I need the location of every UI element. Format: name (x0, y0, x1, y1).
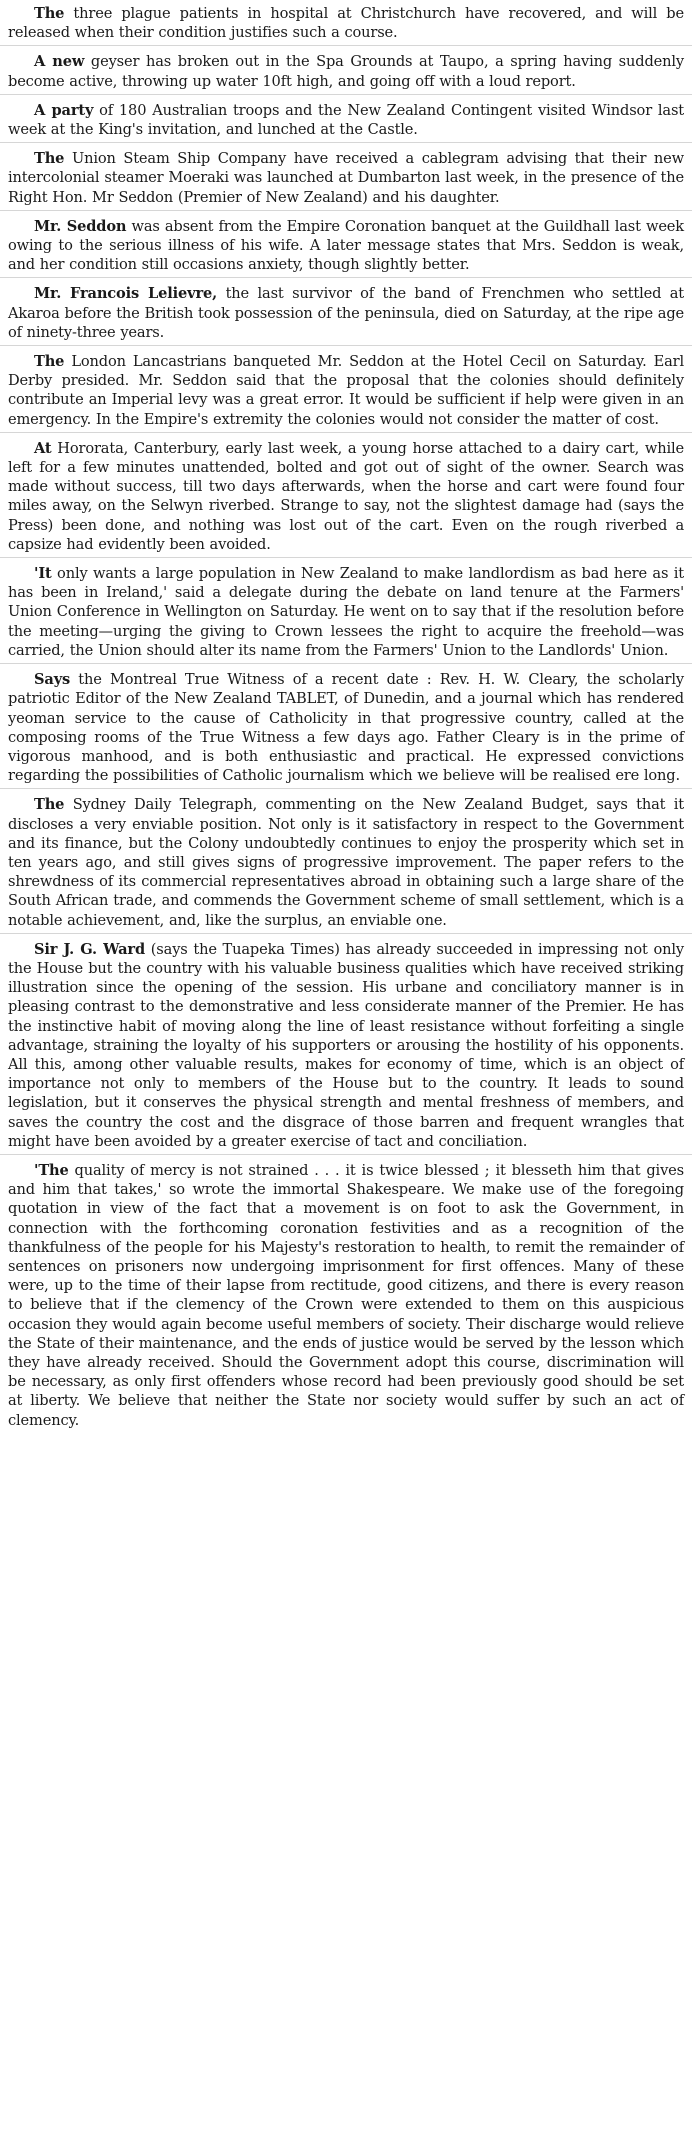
news-item-lelievre-death (8, 280, 684, 342)
lead-words: Sir J. G. Ward (34, 940, 146, 958)
paragraph-text: London Lancastrians banqueted Mr. Seddon at the Hotel Cecil on Saturday. Earl Derby presided. Mr. Seddon said that the proposal that the colonies should definitely contribute an Imperial levy was a great error. It would be sufficient if help were given in an emergency. In the Empire's extremity the colonies would not consider the matter of cost. (8, 353, 684, 428)
lead-words: 'It (34, 565, 52, 583)
news-item-quality-of-mercy (8, 1157, 684, 1430)
news-item-windsor-visit (8, 97, 684, 139)
lead-words: Says (34, 671, 71, 689)
lead-words: 'The (34, 1161, 69, 1179)
paragraph-text: geyser has broken out in the Spa Grounds at Taupo, a spring having suddenly become active, throwing up water 10ft high, and going off with a loud report. (8, 53, 684, 90)
lead-words: A party (34, 101, 94, 119)
lead-words: The (34, 353, 65, 371)
paragraph-text: quality of mercy is not strained . . . it is twice blessed ; it blesseth him that gives and him that takes,' so wrote the immortal Shakespeare. We make use of the foregoing quotation in view of the fact that a movement is on foot to ask the Government, in connection with the forthcoming coronation festivities and as a recognition of the thankfulness of the people for his Majesty's restoration to health, to remit the remainder of sentences on prisoners now undergoing imprisonment for first offences. Many of these were, up to the time of their lapse from rectitude, good citizens, and there is every reason to believe that if the clemency of the Crown were extended to them on this auspicious occasion they would again become useful members of society. Their discharge would relieve the State of their maintenance, and the ends of justice would be served by the lesson which they have already received. Should the Government adopt this course, discrimination will be necessary, as only first offenders whose record had been previously good should be set at liberty. We believe that neither the State nor society would suffer by such an act of clemency. (8, 1161, 684, 1429)
lead-words: A new (34, 53, 85, 71)
paragraph-text: was absent from the Empire Coronation banquet at the Guildhall last week owing to the serious illness of his wife. A later message states that Mrs. Seddon is weak, and her condition still occasions anxiety, though slightly better. (8, 217, 684, 274)
paragraph-text: Hororata, Canterbury, early last week, a young horse attached to a dairy cart, while left for a few minutes unattended, bolted and got out of sight of the owner. Search was made without success, till two days afterwards, when the horse and cart were found four miles away, on the Selwyn riverbed. Strange to say, not the slightest damage had (says the Press) been done, and nothing was lost out of the cart. Even on the rough riverbed a capsize had evidently been avoided. (8, 439, 684, 553)
news-item-hororata-horse (8, 435, 684, 554)
lead-words: The (34, 150, 65, 168)
paragraph-text: the Montreal True Witness of a recent date : Rev. H. W. Cleary, the scholarly patriotic Editor of the New Zealand TABLET, of Dunedin, and a journal which has rendered yeoman service to the cause of Catholicity in that progressive country, called at the composing rooms of the True Witness a few days ago. Father Cleary is in the prime of vigorous manhood, and is both enthusiastic and practical. He expressed convictions regarding the possibilities of Catholic journalism which we believe will be realised ere long. (8, 671, 684, 785)
paragraph-text: Union Steam Ship Company have received a cablegram advising that their new intercolonial steamer Moeraki was launched at Dumbarton last week, in the presence of the Right Hon. Mr Seddon (Premier of New Zealand) and his daughter. (8, 150, 684, 206)
news-item-plague-patients (8, 4, 684, 42)
lead-words: Mr. Seddon (34, 217, 127, 235)
paragraph-text: the last survivor of the band of Frenchmen who settled at Akaroa before the British took possession of the peninsula, died on Saturday, at the ripe age of ninety-three years. (8, 285, 684, 341)
lead-words: At (34, 439, 52, 457)
lead-words: The (34, 5, 65, 22)
lead-words: The (34, 796, 65, 814)
lead-words: Mr. Francois Lelievre, (34, 285, 218, 303)
paragraph-text: of 180 Australian troops and the New Zealand Contingent visited Windsor last week at the King's invitation, and lunched at the Castle. (8, 101, 685, 139)
news-item-moeraki-launch (8, 145, 684, 207)
paragraph-text: (says the Tuapeka Times) has already succeeded in impressing not only the House but the country with his valuable business qualities which have received striking illustration since the opening of the session. His urbane and conciliatory manner is in pleasing contrast to the demonstrative and less considerate manner of the Premier. He has the instinctive habit of moving along the line of least resistance without forfeiting a single advantage, straining the loyalty of his supporters or arousing the hostility of his opponents. All this, among other valuable results, makes for economy of time, which is an object of importance not only to members of the House but to the country. It leads to sound legislation, but it conserves the physical strength and mental freshness of members, and saves the country the cost and the disgrace of those barren and frequent wrangles that might have been avoided by a greater exercise of tact and conciliation. (8, 940, 684, 1150)
news-item-lancastrians-banquet (8, 348, 684, 429)
paragraph-text: only wants a large population in New Zealand to make landlordism as bad here as it has been in Ireland,' said a delegate during the debate on land tenure at the Farmers' Union Conference in Wellington on Saturday. He went on to say that if the resolution before the meeting—urging the giving to Crown lessees the right to acquire the freehold—was carried, the Union should alter its name from the Farmers' Union to the Landlords' Union. (8, 565, 684, 659)
news-item-ward-tuapeka (8, 936, 684, 1151)
paragraph-text: three plague patients in hospital at Christchurch have recovered, and will be released when their condition justifies such a course. (8, 5, 684, 42)
paragraph-text: Sydney Daily Telegraph, commenting on the New Zealand Budget, says that it discloses a very enviable position. Not only is it satisfactory in respect to the Government and its finance, but the Colony undoubtedly continues to enjoy the prosperity which set in ten years ago, and still gives signs of progressive improvement. The paper refers to the shrewdness of its commercial representatives abroad in obtaining such a large share of the South African trade, and commends the Government scheme of small settlement, which is a notable achievement, and, like the surplus, an enviable one. (8, 796, 684, 929)
news-item-true-witness (8, 666, 684, 785)
news-item-daily-telegraph (8, 791, 684, 929)
news-item-landlordism (8, 560, 684, 660)
news-item-seddon-absent (8, 213, 684, 275)
news-item-taupo-geyser (8, 48, 684, 90)
